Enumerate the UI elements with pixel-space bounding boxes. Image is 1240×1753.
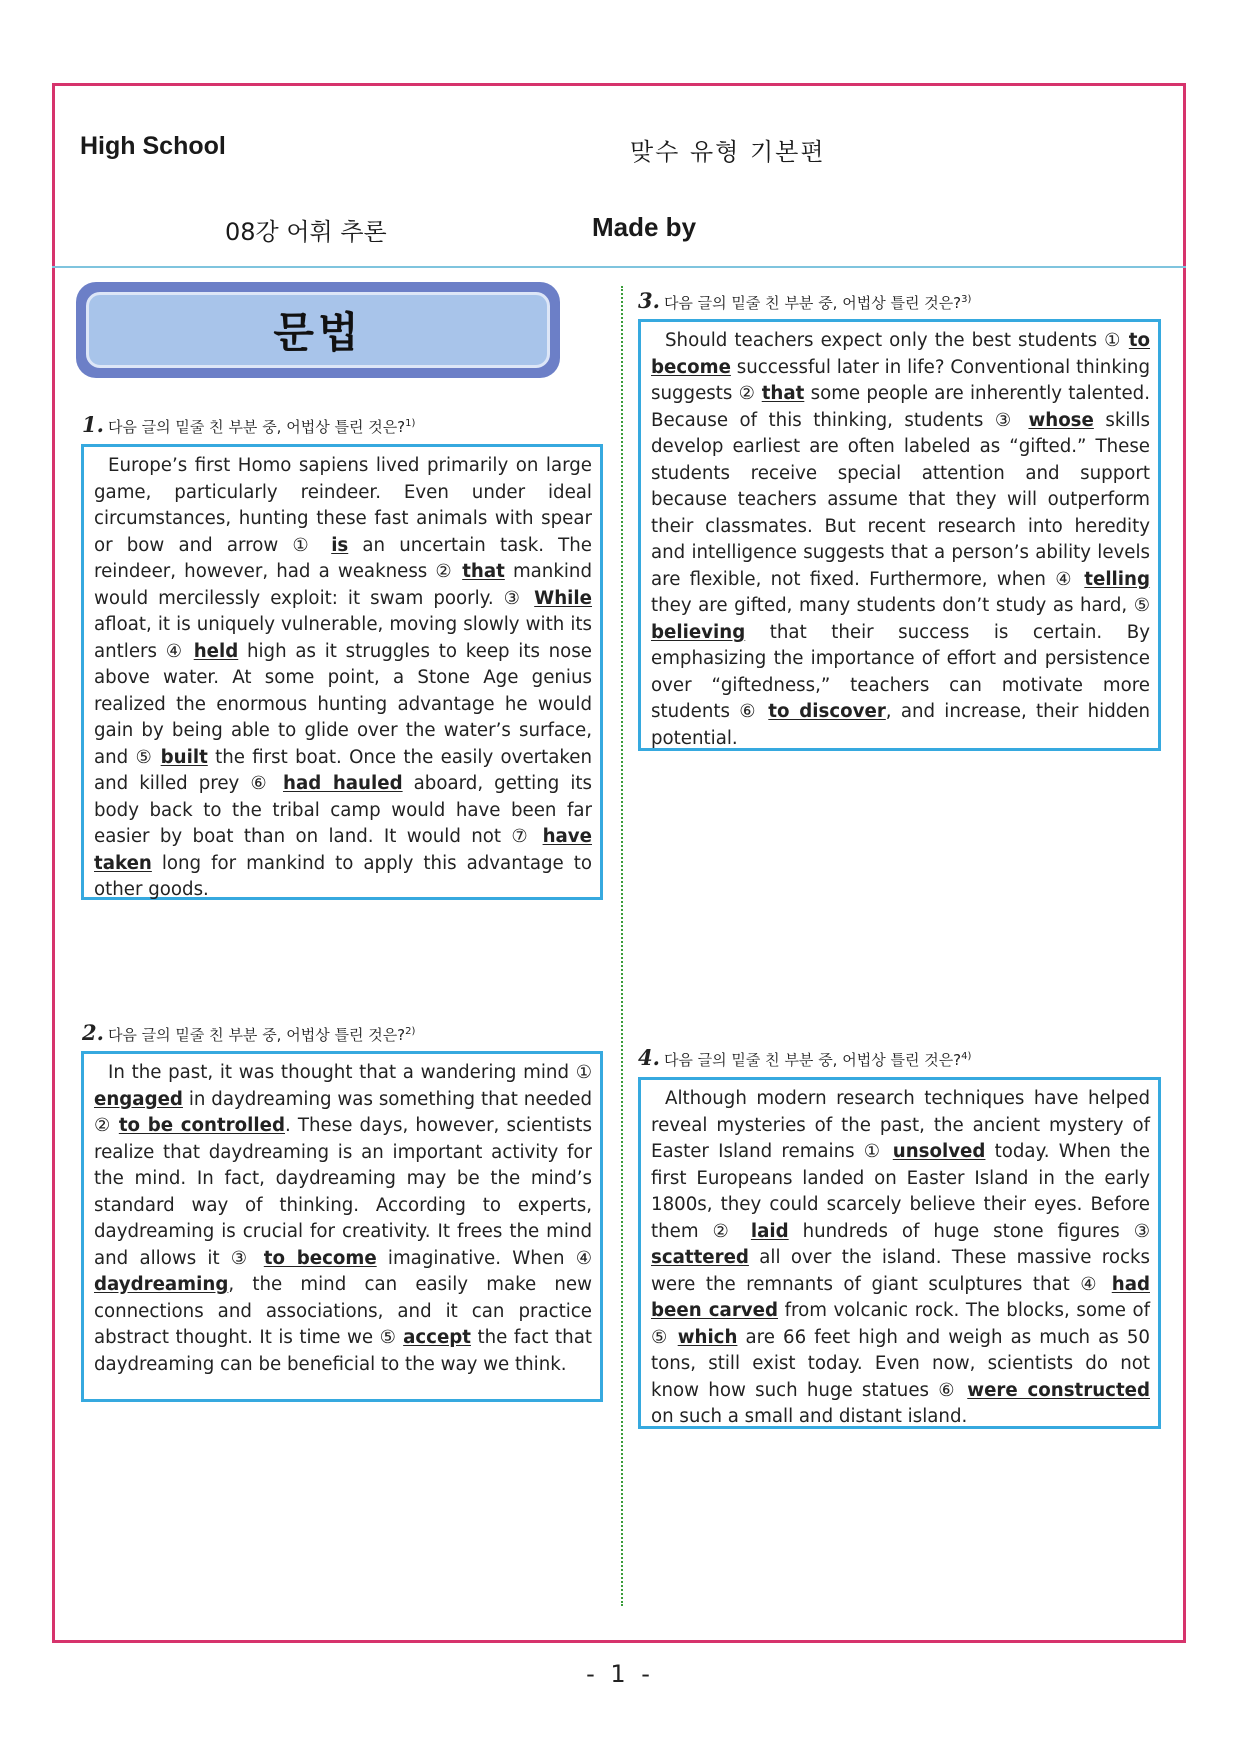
passage-text: today. When the first Europeans landed on Easter Island in the early 1800s, they could scarcely believe their eyes. Before them ②	[651, 1141, 1150, 1242]
question-1-heading	[82, 412, 415, 437]
passage-text: afloat, it is uniquely vulnerable, moving slowly with its antlers ④	[94, 614, 592, 662]
underlined-choice: were constructed	[967, 1379, 1150, 1401]
passage-text: high as it struggles to keep its nose above water. At some point, a Stone Age genius realized the enormous hunting advantage he would gain by being able to glide over the water’s surface, and ⑤	[94, 640, 592, 768]
underlined-choice: have taken	[94, 826, 592, 874]
question-1-footnote: 1)	[405, 418, 416, 429]
underlined-choice: held	[193, 640, 239, 662]
passage-text: long for mankind to apply this advantage to other goods.	[94, 852, 592, 900]
underlined-choice: engaged	[94, 1088, 183, 1110]
question-2-number: 2.	[82, 1020, 104, 1045]
made-by-label: Made by	[592, 212, 697, 242]
passage-text: Should teachers expect only the best students ①	[665, 330, 1129, 351]
passage-text: that their success is certain. By emphasizing the importance of effort and persistence over “giftedness,” teachers can motivate more students ⑥	[651, 621, 1150, 722]
question-4-footnote: 4)	[961, 1051, 972, 1062]
header-divider	[52, 266, 1186, 268]
underlined-choice: daydreaming	[94, 1274, 229, 1295]
question-3-prompt: 다음 글의 밑줄 친 부분 중, 어법상 틀린 것은?	[663, 294, 962, 312]
underlined-choice: to become	[263, 1247, 377, 1269]
passage-text: they are gifted, many students don’t study as hard, ⑤	[651, 595, 1150, 616]
underlined-choice: is	[331, 534, 349, 556]
passage-text: imaginative. When ④	[376, 1247, 592, 1269]
page-number: - 1 -	[586, 1660, 654, 1688]
question-3-footnote: 3)	[961, 294, 972, 305]
passage-text: mankind would mercilessly exploit: it swam poorly. ③	[94, 561, 592, 609]
underlined-choice: which	[677, 1326, 738, 1348]
passage-text: all over the island. These massive rocks were the remnants of giant sculptures that ④	[651, 1247, 1150, 1295]
underlined-choice: that	[761, 383, 805, 404]
underlined-choice: accept	[403, 1327, 471, 1348]
passage-text: Europe’s first Homo sapiens lived primarily on large game, particularly reindeer. Even under ideal circumstances, hunting these fast animals with spear or bow and arrow ①	[94, 455, 592, 556]
section-badge	[76, 282, 560, 378]
passage-text: on such a small and distant island.	[651, 1406, 968, 1427]
passage-text: in daydreaming was something that needed ②	[94, 1088, 592, 1136]
passage-text: from volcanic rock. The blocks, some of ⑤	[651, 1300, 1150, 1348]
passage-text: are 66 feet high and weigh as much as 50 tons, still exist today. Even now, scientists do not know how such huge statues ⑥	[651, 1326, 1150, 1401]
lesson-title: 08강 어휘 추론	[225, 218, 387, 246]
underlined-choice: had hauled	[283, 773, 403, 794]
passage-text: In the past, it was thought that a wandering mind ①	[108, 1062, 592, 1083]
underlined-choice: telling	[1084, 568, 1150, 590]
section-badge-inner	[86, 292, 550, 368]
passage-text: hundreds of huge stone figures ③	[788, 1220, 1150, 1242]
question-2-passage	[81, 1051, 603, 1402]
passage-text: an uncertain task. The reindeer, however, had a weakness ②	[94, 534, 592, 582]
underlined-choice: whose	[1028, 409, 1094, 431]
question-2-footnote: 2)	[405, 1026, 416, 1037]
passage-text: skills develop earliest are often labeled as “gifted.” These students receive special attention and support because teachers assume that they will outperform their classmates. But recent research into heredity and intelligence suggests that a person’s ability levels are flexible, not fixed. Furthermore, when ④	[651, 409, 1150, 590]
passage-text: the first boat. Once the easily overtaken and killed prey ⑥	[94, 746, 592, 794]
passage-text: , and increase, their hidden potential.	[651, 701, 1150, 749]
underlined-choice: scattered	[651, 1247, 749, 1268]
question-4-prompt: 다음 글의 밑줄 친 부분 중, 어법상 틀린 것은?	[663, 1051, 962, 1069]
underlined-choice: unsolved	[892, 1141, 986, 1162]
underlined-choice: While	[534, 587, 592, 609]
question-2-prompt: 다음 글의 밑줄 친 부분 중, 어법상 틀린 것은?	[107, 1026, 406, 1044]
passage-text: , the mind can easily make new connections and associations, and it can practice abstract thought. It is time we ⑤	[94, 1274, 592, 1348]
question-3-heading	[638, 288, 971, 313]
passage-text: the fact that daydreaming can be beneficial to the way we think.	[94, 1327, 592, 1375]
book-type-label: 맞수 유형 기본편	[630, 138, 826, 166]
passage-text: some people are inherently talented. Because of this thinking, students ③	[651, 383, 1150, 431]
question-1-prompt: 다음 글의 밑줄 친 부분 중, 어법상 틀린 것은?	[107, 418, 406, 436]
underlined-choice: to discover	[768, 701, 886, 722]
passage-text: aboard, getting its body back to the tribal camp would have been far easier by boat than on land. It would not ⑦	[94, 773, 592, 847]
underlined-choice: that	[462, 561, 505, 582]
question-4-number: 4.	[638, 1045, 660, 1070]
question-4-heading	[638, 1045, 971, 1070]
passage-text: Although modern research techniques have helped reveal mysteries of the past, the ancient mystery of Easter Island remains ①	[651, 1088, 1150, 1162]
school-label: High School	[80, 132, 226, 160]
question-1-passage	[81, 444, 603, 900]
passage-text: successful later in life? Conventional thinking suggests ②	[651, 356, 1150, 404]
question-3-passage	[638, 319, 1161, 751]
underlined-choice: laid	[750, 1220, 789, 1242]
question-3-number: 3.	[638, 288, 660, 313]
underlined-choice: to become	[651, 330, 1150, 378]
question-2-heading	[82, 1020, 415, 1045]
question-4-passage	[638, 1077, 1161, 1429]
underlined-choice: to be controlled	[118, 1115, 285, 1136]
underlined-choice: built	[160, 746, 208, 768]
passage-text: . These days, however, scientists realize that daydreaming is an important activity for the mind. In fact, daydreaming may be the mind’s standard way of thinking. According to experts, daydreaming is crucial for creativity. It frees the mind and allows it ③	[94, 1115, 592, 1269]
question-1-number: 1.	[82, 412, 104, 437]
underlined-choice: had been carved	[651, 1273, 1150, 1321]
underlined-choice: believing	[651, 621, 746, 643]
column-divider	[621, 286, 623, 1606]
section-title: 문법	[273, 308, 363, 357]
